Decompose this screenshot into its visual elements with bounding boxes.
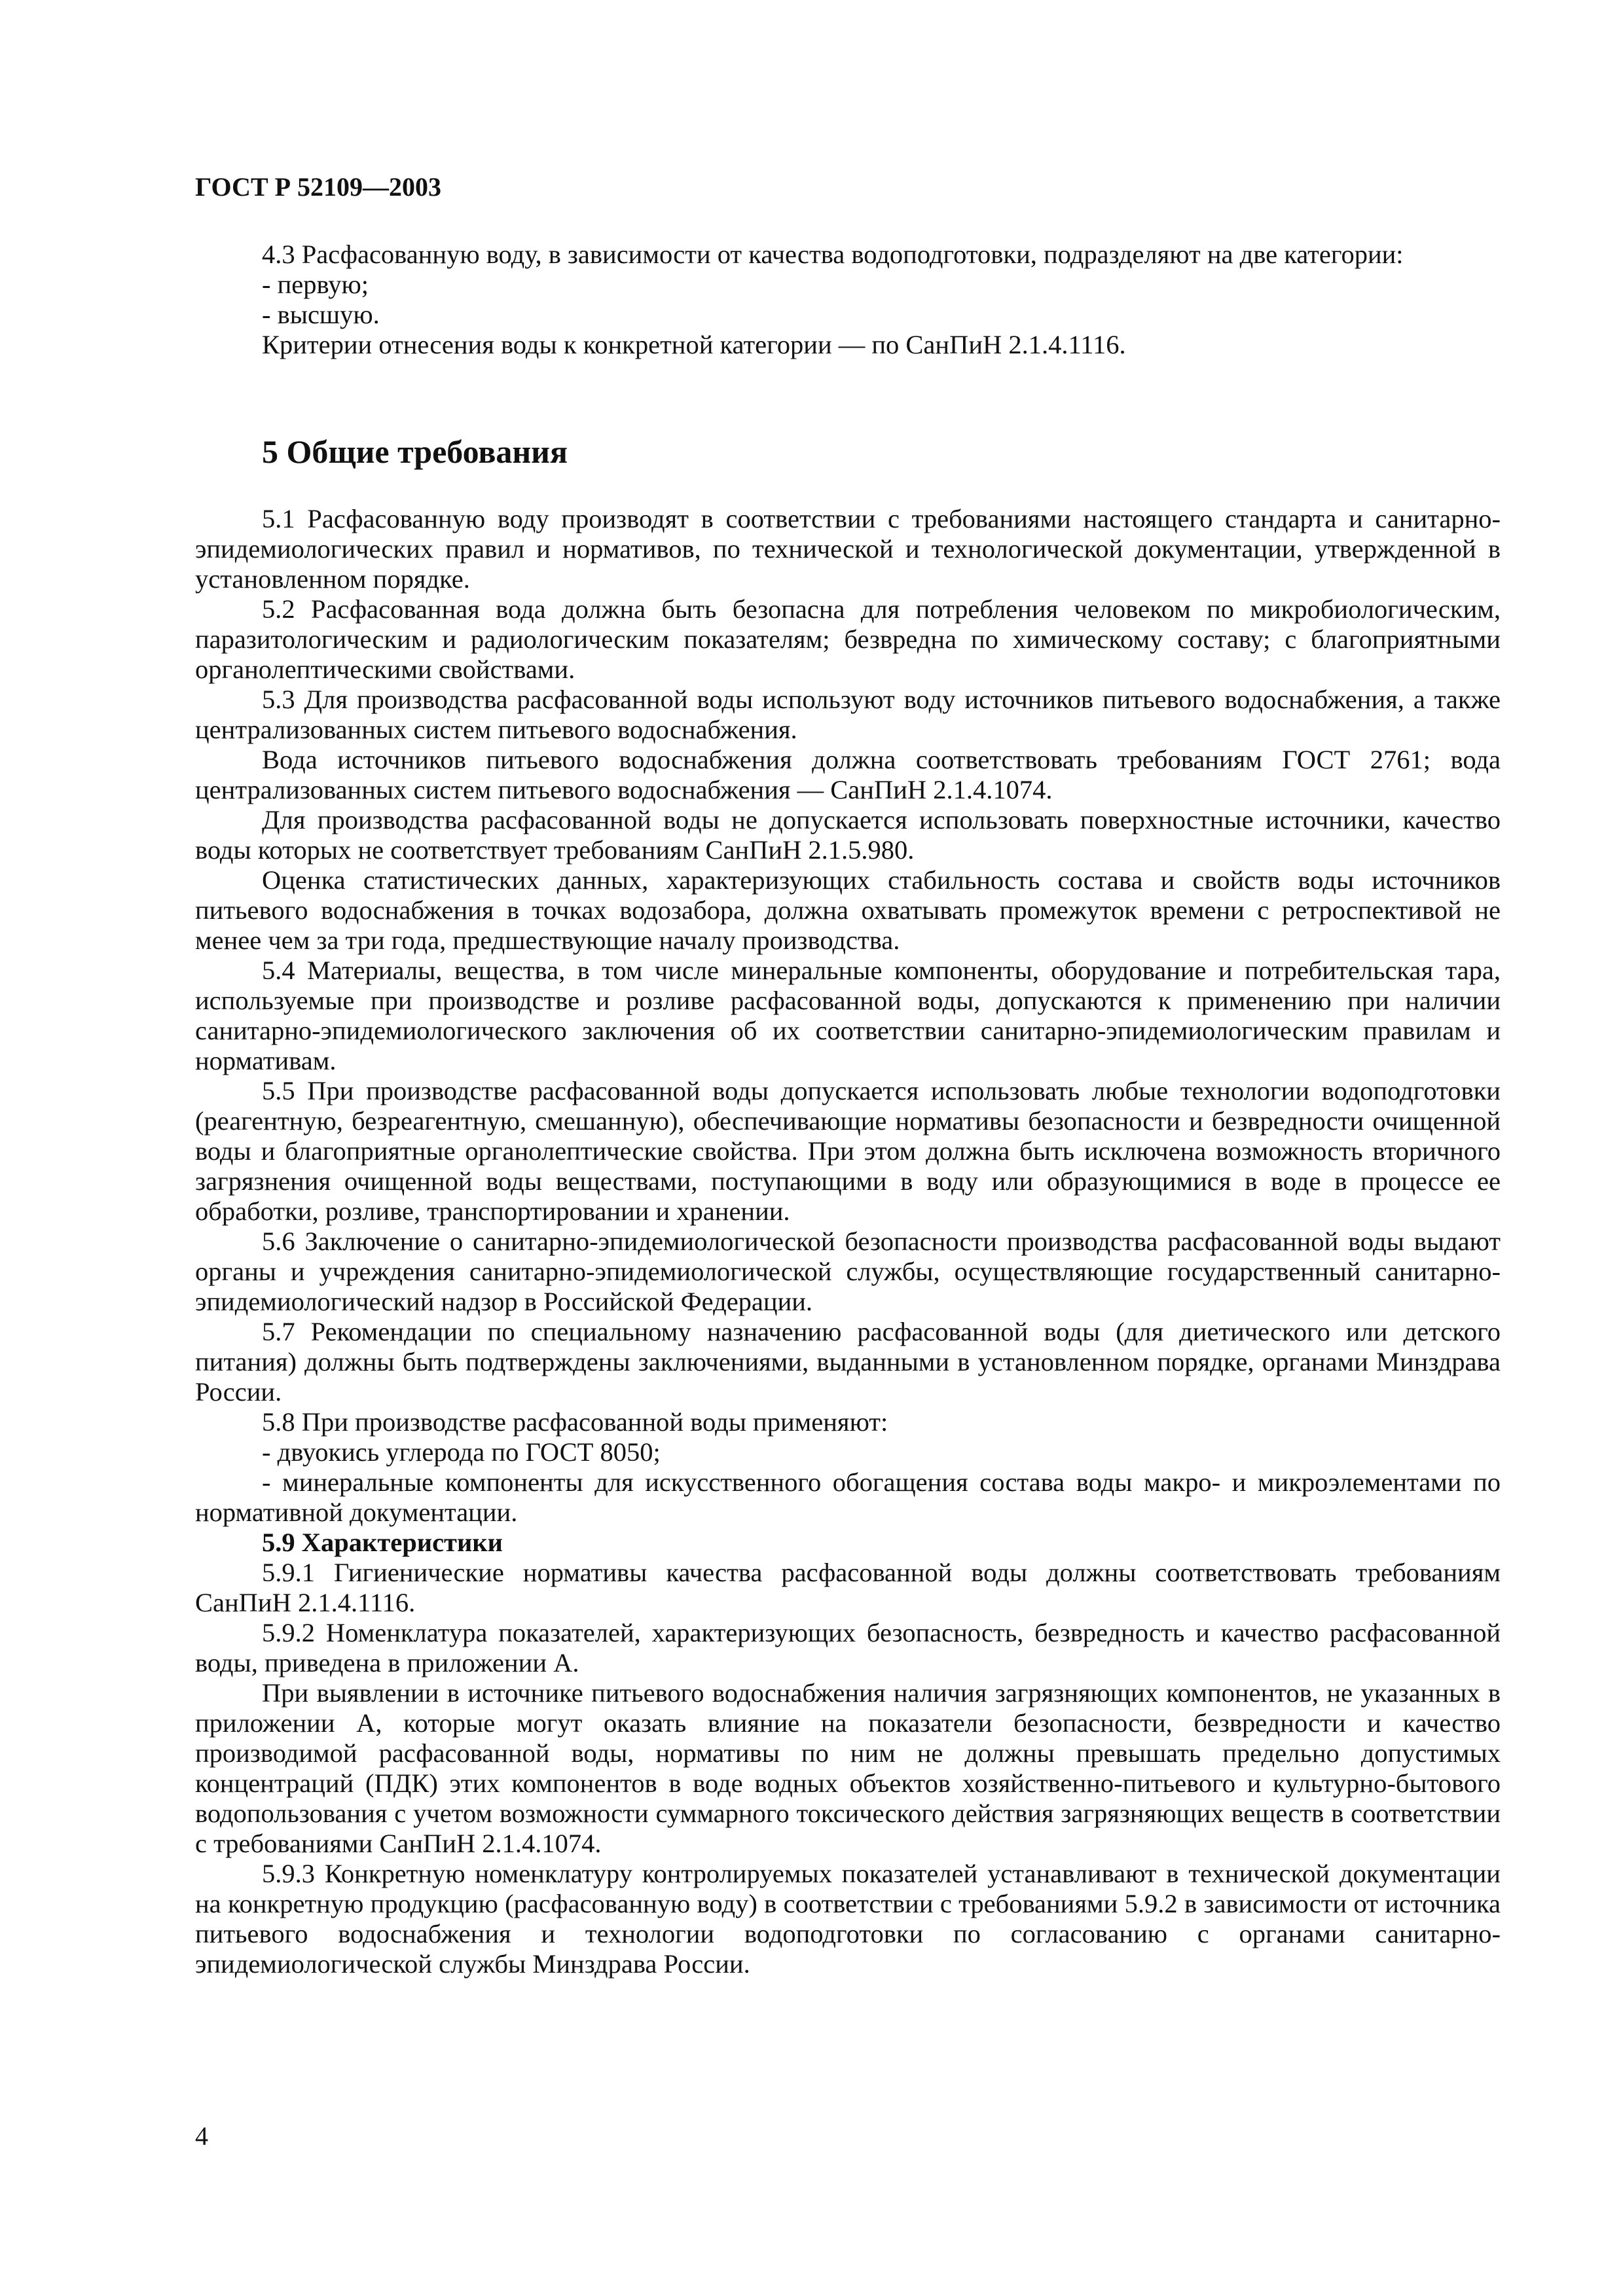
document-header: ГОСТ Р 52109—2003 xyxy=(195,172,442,202)
paragraph-5-4: 5.4 Материалы, вещества, в том числе минеральные компоненты, оборудование и потребительская тара, используемые при производстве и розливе расфасованной воды, допускаются к применению при наличии санитарно-эпидемиологического заключения об их соответствии санитарно-эпидемиологическим правилам и нормативам. xyxy=(195,956,1501,1075)
list-item-first: - первую; xyxy=(262,270,369,299)
section-5-title: 5 Общие требования xyxy=(262,433,568,470)
paragraph-5-3: 5.3 Для производства расфасованной воды используют воду источников питьевого водоснабжения, а также централизованных систем питьевого водоснабжения. xyxy=(195,685,1501,744)
paragraph-5-9-2: 5.9.2 Номенклатура показателей, характеризующих безопасность, безвредность и качество расфасованной воды, приведена в приложении А. xyxy=(195,1618,1501,1677)
paragraph-5-3-water-sources: Вода источников питьевого водоснабжения должна соответствовать требованиям ГОСТ 2761; вода централизованных систем питьевого водоснабжения — СанПиН 2.1.4.1074. xyxy=(195,745,1501,804)
list-item-carbon-dioxide: - двуокись углерода по ГОСТ 8050; xyxy=(262,1437,661,1467)
criteria-paragraph: Критерии отнесения воды к конкретной категории — по СанПиН 2.1.4.1116. xyxy=(262,330,1126,359)
paragraph-5-9-1: 5.9.1 Гигиенические нормативы качества расфасованной воды должны соответствовать требованиям СанПиН 2.1.4.1116. xyxy=(195,1558,1501,1617)
paragraph-5-1: 5.1 Расфасованную воду производят в соответствии с требованиями настоящего стандарта и санитарно-эпидемиологических правил и нормативов, по технической и технологической документации, утвержденной в установленном порядке. xyxy=(195,504,1501,594)
paragraph-5-3-statistics: Оценка статистических данных, характеризующих стабильность состава и свойств воды источников питьевого водоснабжения в точках водозабора, должна охватывать промежуток времени с ретроспективой не менее чем за три года, предшествующие началу производства. xyxy=(195,865,1501,955)
paragraph-5-8: 5.8 При производстве расфасованной воды применяют: xyxy=(262,1407,888,1437)
paragraph-5-7: 5.7 Рекомендации по специальному назначению расфасованной воды (для диетического или детского питания) должны быть подтверждены заключениями, выданными в установленном порядке, органами Минздрава России. xyxy=(195,1317,1501,1407)
page-number: 4 xyxy=(195,2121,208,2151)
paragraph-5-9-2-pollutants: При выявлении в источнике питьевого водоснабжения наличия загрязняющих компонентов, не указанных в приложении А, которые могут оказать влияние на показатели безопасности, безвредности и качество производимой расфасованной воды, нормативы по ним не должны превышать предельно допустимых концентраций (ПДК) этих компонентов в воде водных объектов хозяйственно-питьевого и культурно-бытового водопользования с учетом возможности суммарного токсического действия загрязняющих веществ в соответствии с требованиями СанПиН 2.1.4.1074. xyxy=(195,1678,1501,1858)
paragraph-5-3-surface-sources: Для производства расфасованной воды не допускается использовать поверхностные источники, качество воды которых не соответствует требованиям СанПиН 2.1.5.980. xyxy=(195,805,1501,865)
paragraph-5-9-3: 5.9.3 Конкретную номенклатуру контролируемых показателей устанавливают в технической документации на конкретную продукцию (расфасованную воду) в соответствии с требованиями 5.9.2 в зависимости от источника питьевого водоснабжения и технологии водоподготовки по согласованию с органами санитарно-эпидемиологической службы Минздрава России. xyxy=(195,1859,1501,1979)
list-item-highest: - высшую. xyxy=(262,300,380,329)
section-5-body xyxy=(195,504,1501,1979)
paragraph-5-5: 5.5 При производстве расфасованной воды допускается использовать любые технологии водоподготовки (реагентную, безреагентную, смешанную), обеспечивающие нормативы безопасности и безвредности очищенной воды и благоприятные органолептические свойства. При этом должна быть исключена возможность вторичного загрязнения очищенной воды веществами, поступающими в воду или образующимися в воде в процессе ее обработки, розливе, транспортировании и хранении. xyxy=(195,1076,1501,1226)
list-item-mineral-components: - минеральные компоненты для искусственного обогащения состава воды макро- и микроэлементами по нормативной документации. xyxy=(195,1467,1501,1527)
section-4-3 xyxy=(195,240,1501,360)
paragraph-5-6: 5.6 Заключение о санитарно-эпидемиологической безопасности производства расфасованной воды выдают органы и учреждения санитарно-эпидемиологической службы, осуществляющие государственный санитарно-эпидемиологический надзор в Российской Федерации. xyxy=(195,1227,1501,1316)
paragraph-4-3: 4.3 Расфасованную воду, в зависимости от качества водоподготовки, подразделяют на две категории: xyxy=(262,240,1404,269)
subsection-5-9-title: 5.9 Характеристики xyxy=(262,1528,503,1557)
paragraph-5-2: 5.2 Расфасованная вода должна быть безопасна для потребления человеком по микробиологическим, паразитологическим и радиологическим показателям; безвредна по химическому составу; с благоприятными органолептическими свойствами. xyxy=(195,594,1501,684)
